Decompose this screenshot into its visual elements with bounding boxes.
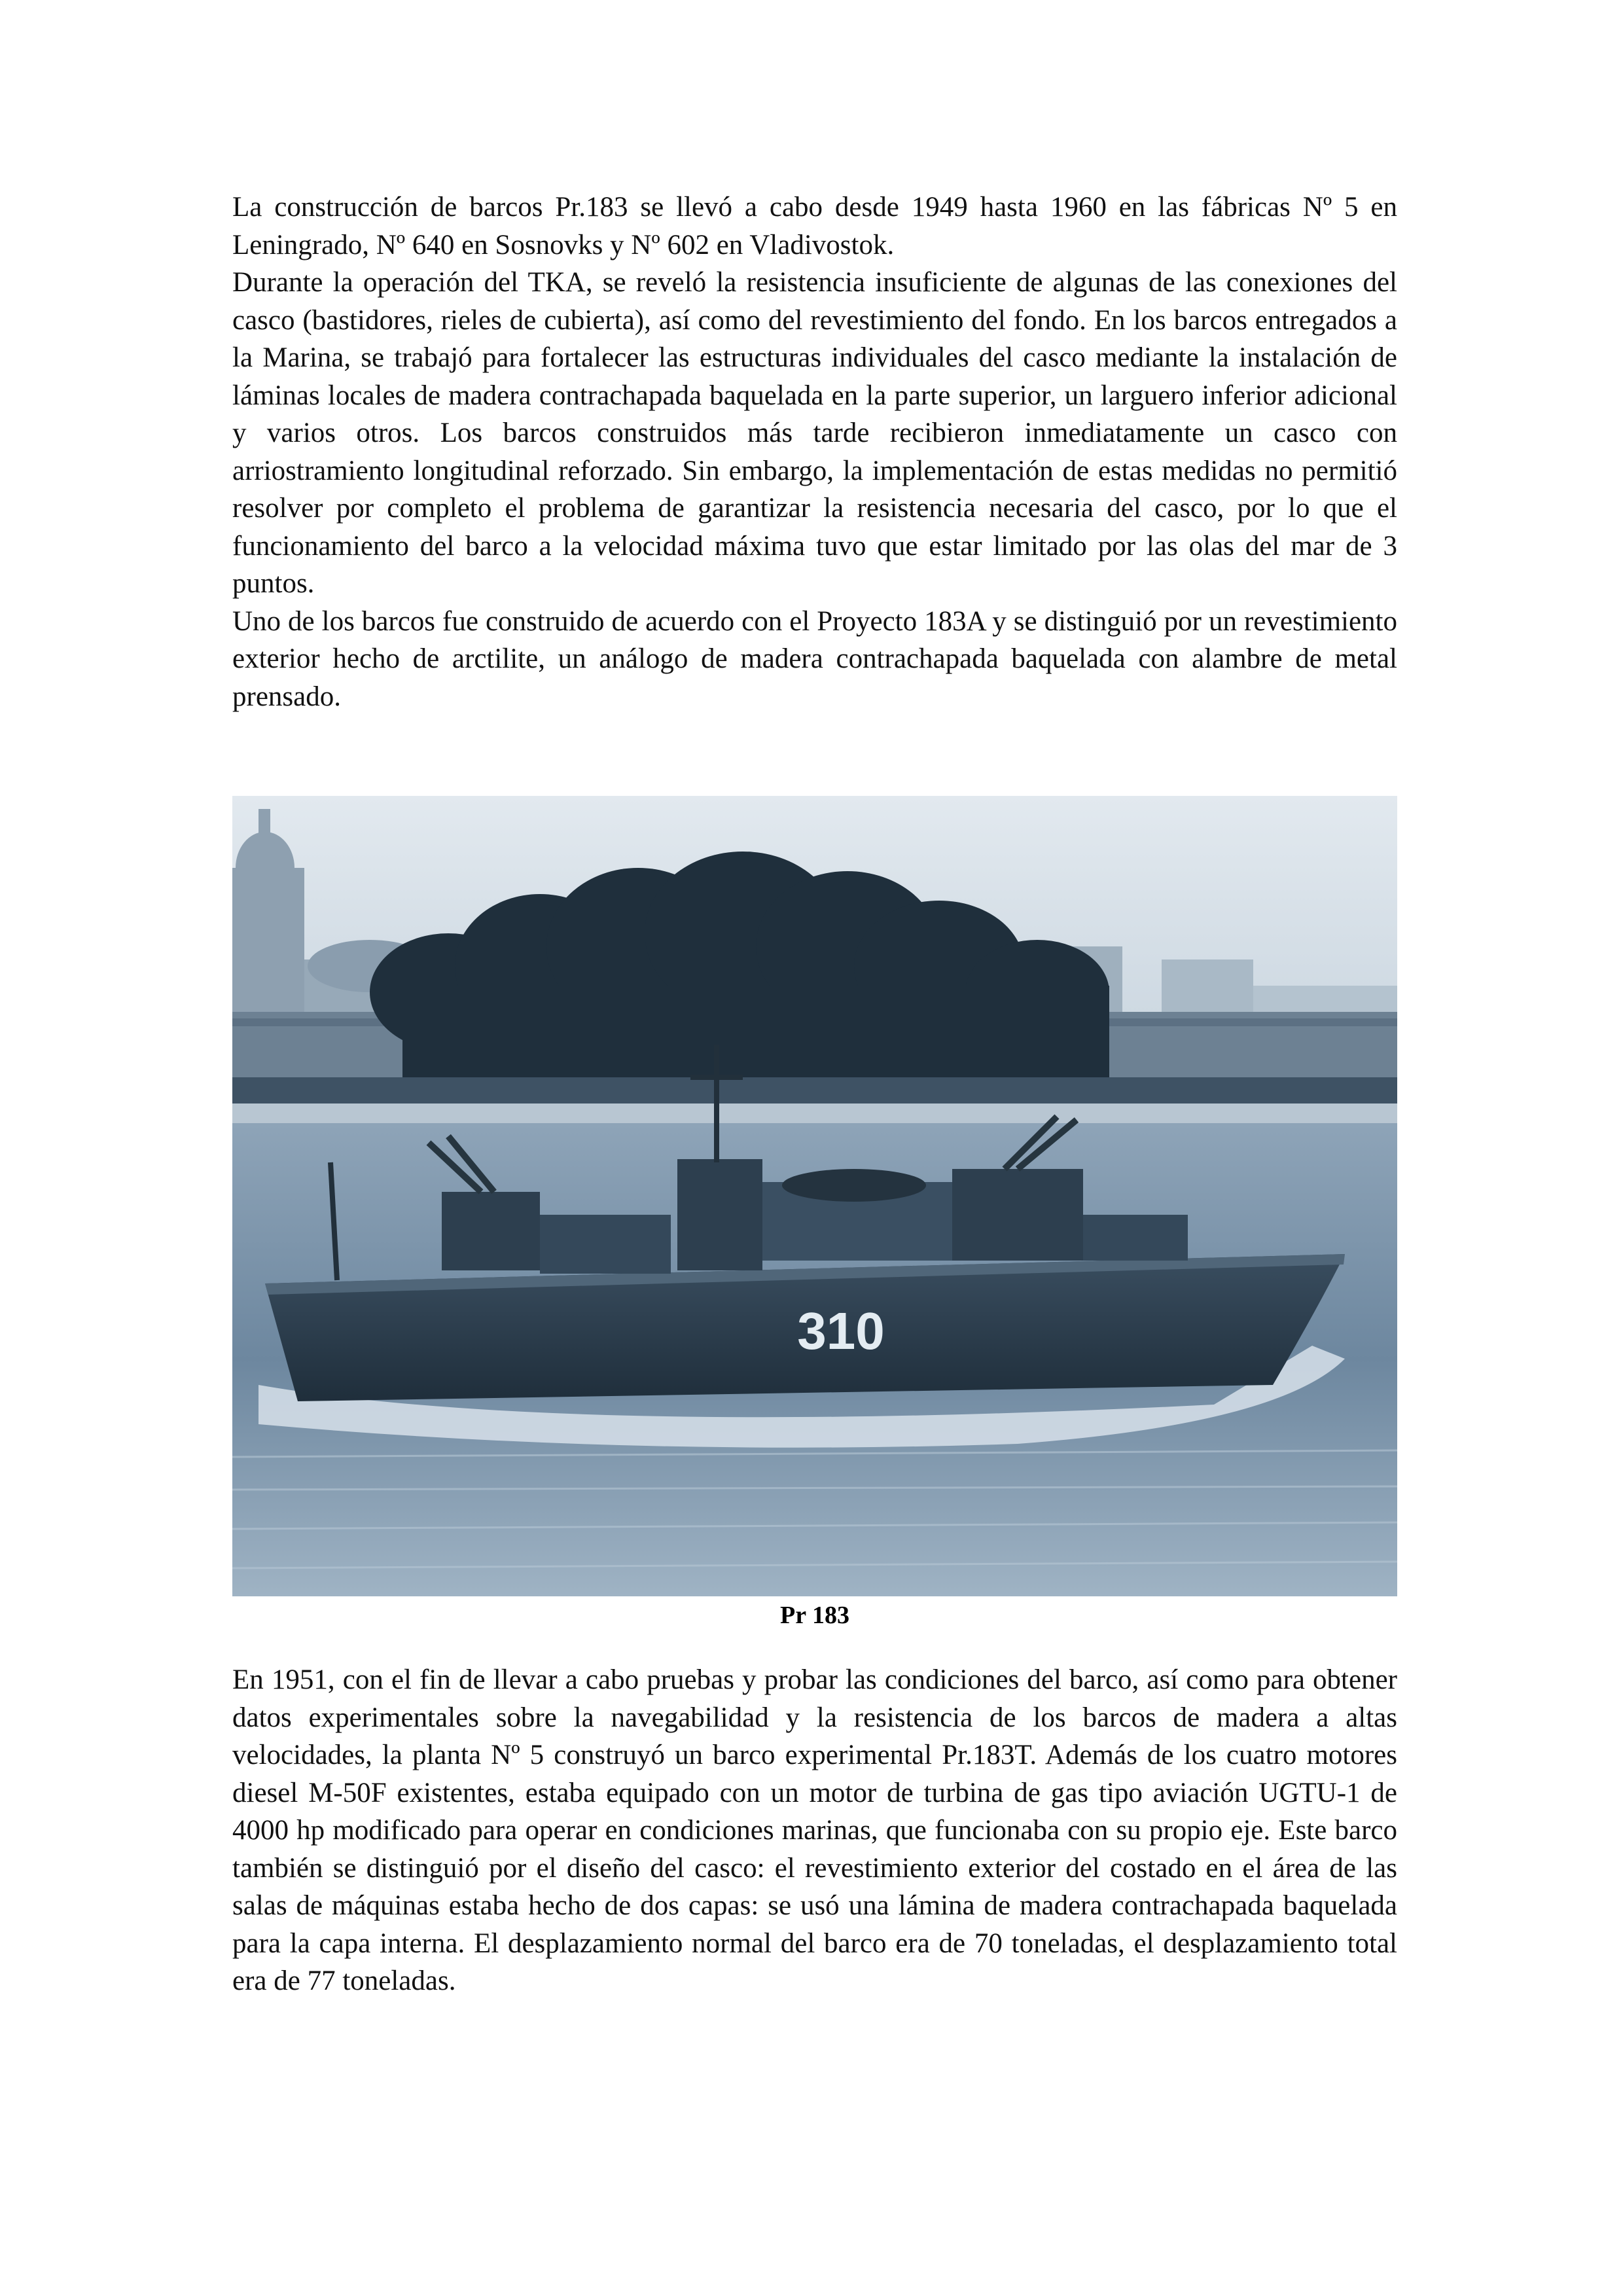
paragraph-project-183a: Uno de los barcos fue construido de acuerdo con el Proyecto 183A y se distinguió por un revestimiento exterior hecho de arctilite, un análogo de madera contrachapada baquelada con alambre de metal prensado. [232, 605, 1397, 712]
text-block-top [232, 188, 1397, 715]
boat-photo-illustration [232, 796, 1397, 1596]
text-block-bottom [232, 1661, 1397, 2000]
paragraph-experimental-183t: En 1951, con el fin de llevar a cabo pruebas y probar las condiciones del barco, así como para obtener datos experimentales sobre la navegabilidad y la resistencia de los barcos de madera a altas velocidades, la planta Nº 5 construyó un barco experimental Pr.183T. Además de los cuatro motores diesel M-50F existentes, estaba equipado con un motor de turbina de gas tipo aviación UGTU-1 de 4000 hp modificado para operar en condiciones marinas, que funcionaba con su propio eje. Este barco también se distinguió por el diseño del casco: el revestimiento exterior del costado en el área de las salas de máquinas estaba hecho de dos capas: se usó una lámina de madera contrachapada baquelada para la capa interna. El desplazamiento normal del barco era de 70 toneladas, el desplazamiento total era de 77 toneladas. [232, 1664, 1397, 1996]
paragraph-construction-dates: La construcción de barcos Pr.183 se llevó a cabo desde 1949 hasta 1960 en las fábricas Nº 5 en Leningrado, Nº 640 en Sosnovks y Nº 602 en Vladivostok. [232, 192, 1397, 260]
boat-photo [232, 796, 1397, 1596]
hull-number: 310 [797, 1302, 885, 1360]
figure-caption: Pr 183 [780, 1602, 849, 1629]
embankment [232, 1077, 1397, 1103]
paragraph-hull-weakness: Durante la operación del TKA, se reveló la resistencia insuficiente de algunas de las conexiones del casco (bastidores, rieles de cubierta), así como del revestimiento del fondo. En los barcos entregados a la Marina, se trabajó para fortalecer las estructuras individuales del casco mediante la instalación de láminas locales de madera contrachapada baquelada en la parte superior, un larguero inferior adicional y varios otros. Los barcos construidos más tarde recibieron inmediatamente un casco con arriostramiento longitudinal reforzado. Sin embargo, la implementación de estas medidas no permitió resolver por completo el problema de garantizar la resistencia necesaria del casco, por lo que el funcionamiento del barco a la velocidad máxima tuvo que estar limitado por las olas del mar de 3 puntos. [232, 267, 1397, 599]
